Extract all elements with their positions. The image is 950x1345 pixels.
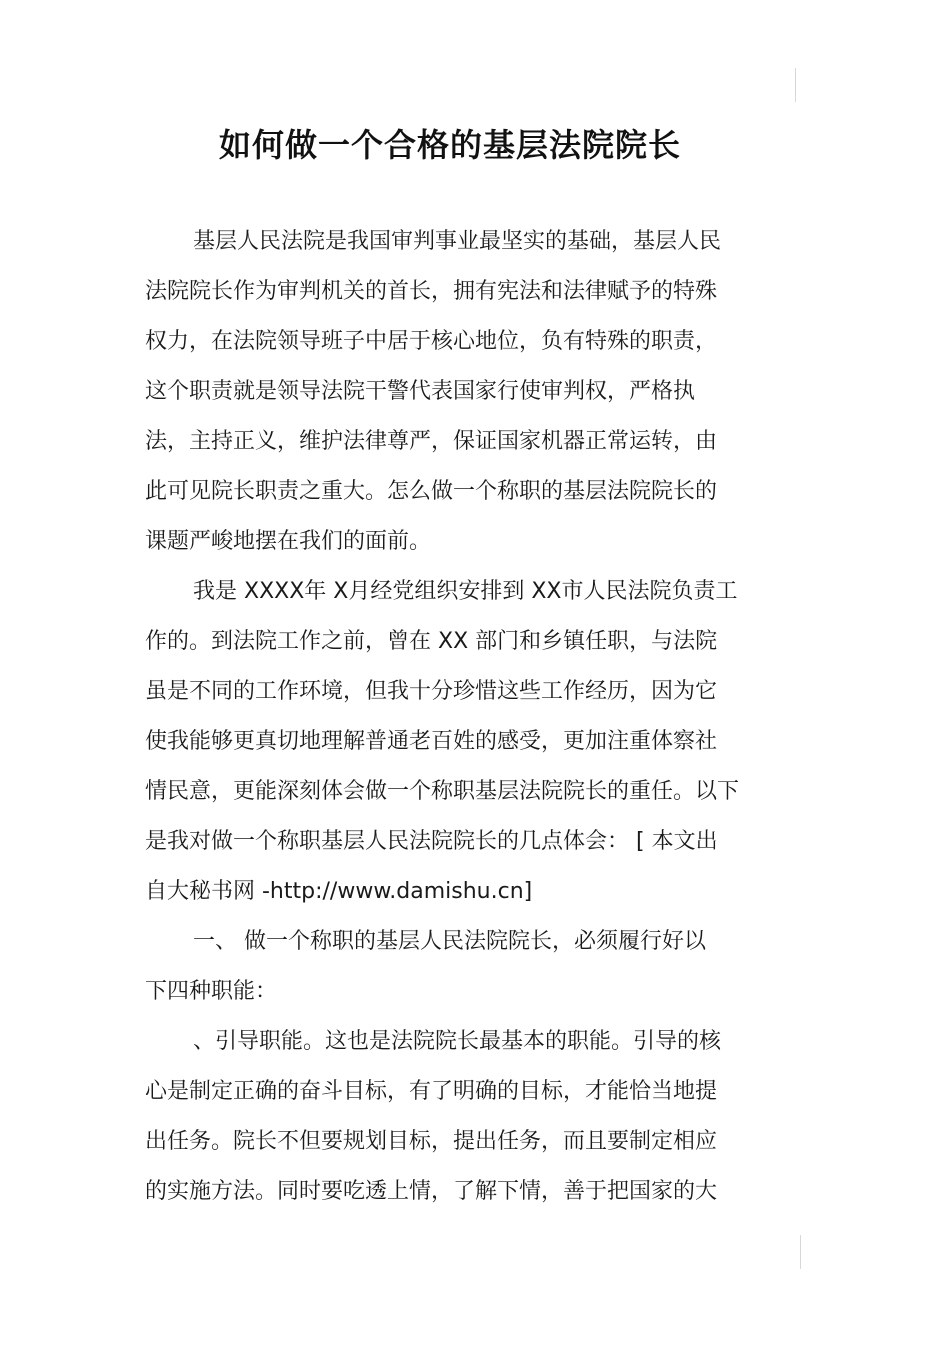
- body-line: 出任务。院长不但要规划目标，提出任务，而且要制定相应: [145, 1129, 718, 1154]
- body-line: 此可见院长职责之重大。怎么做一个称职的基层法院院长的: [145, 479, 718, 504]
- body-line: 作的。到法院工作之前，曾在 XX 部门和乡镇任职，与法院: [145, 629, 718, 654]
- body-line: 下四种职能：: [145, 979, 278, 1004]
- body-line: 法，主持正义，维护法律尊严，保证国家机器正常运转，由: [145, 429, 718, 454]
- body-line: 、引导职能。这也是法院院长最基本的职能。引导的核: [193, 1029, 722, 1054]
- body-line: 的实施方法。同时要吃透上情，了解下情，善于把国家的大: [145, 1179, 718, 1204]
- body-line: 一、 做一个称职的基层人民法院院长，必须履行好以: [193, 929, 706, 954]
- body-line: 基层人民法院是我国审判事业最坚实的基础，基层人民: [193, 229, 722, 254]
- body-line: 我是 XXXX年 X月经党组织安排到 XX市人民法院负责工: [193, 579, 738, 604]
- body-line: 法院院长作为审判机关的首长，拥有宪法和法律赋予的特殊: [145, 279, 718, 304]
- document-title: 如何做一个合格的基层法院院长: [218, 126, 681, 164]
- body-line: 自大秘书网 -http://www.damishu.cn]: [145, 879, 533, 904]
- top-right-edge-mark: [795, 68, 796, 102]
- body-line: 权力，在法院领导班子中居于核心地位，负有特殊的职责，: [145, 329, 718, 354]
- body-line: 情民意，更能深刻体会做一个称职基层法院院长的重任。以下: [145, 779, 740, 804]
- body-line: 心是制定正确的奋斗目标，有了明确的目标，才能恰当地提: [145, 1079, 718, 1104]
- bottom-right-edge-mark: [800, 1235, 801, 1269]
- body-line: 这个职责就是领导法院干警代表国家行使审判权，严格执: [145, 379, 696, 404]
- body-line: 使我能够更真切地理解普通老百姓的感受，更加注重体察社: [145, 729, 718, 754]
- body-line: 虽是不同的工作环境，但我十分珍惜这些工作经历，因为它: [145, 679, 718, 704]
- body-line: 是我对做一个称职基层人民法院院长的几点体会： [ 本文出: [145, 829, 718, 854]
- body-line: 课题严峻地摆在我们的面前。: [145, 529, 432, 554]
